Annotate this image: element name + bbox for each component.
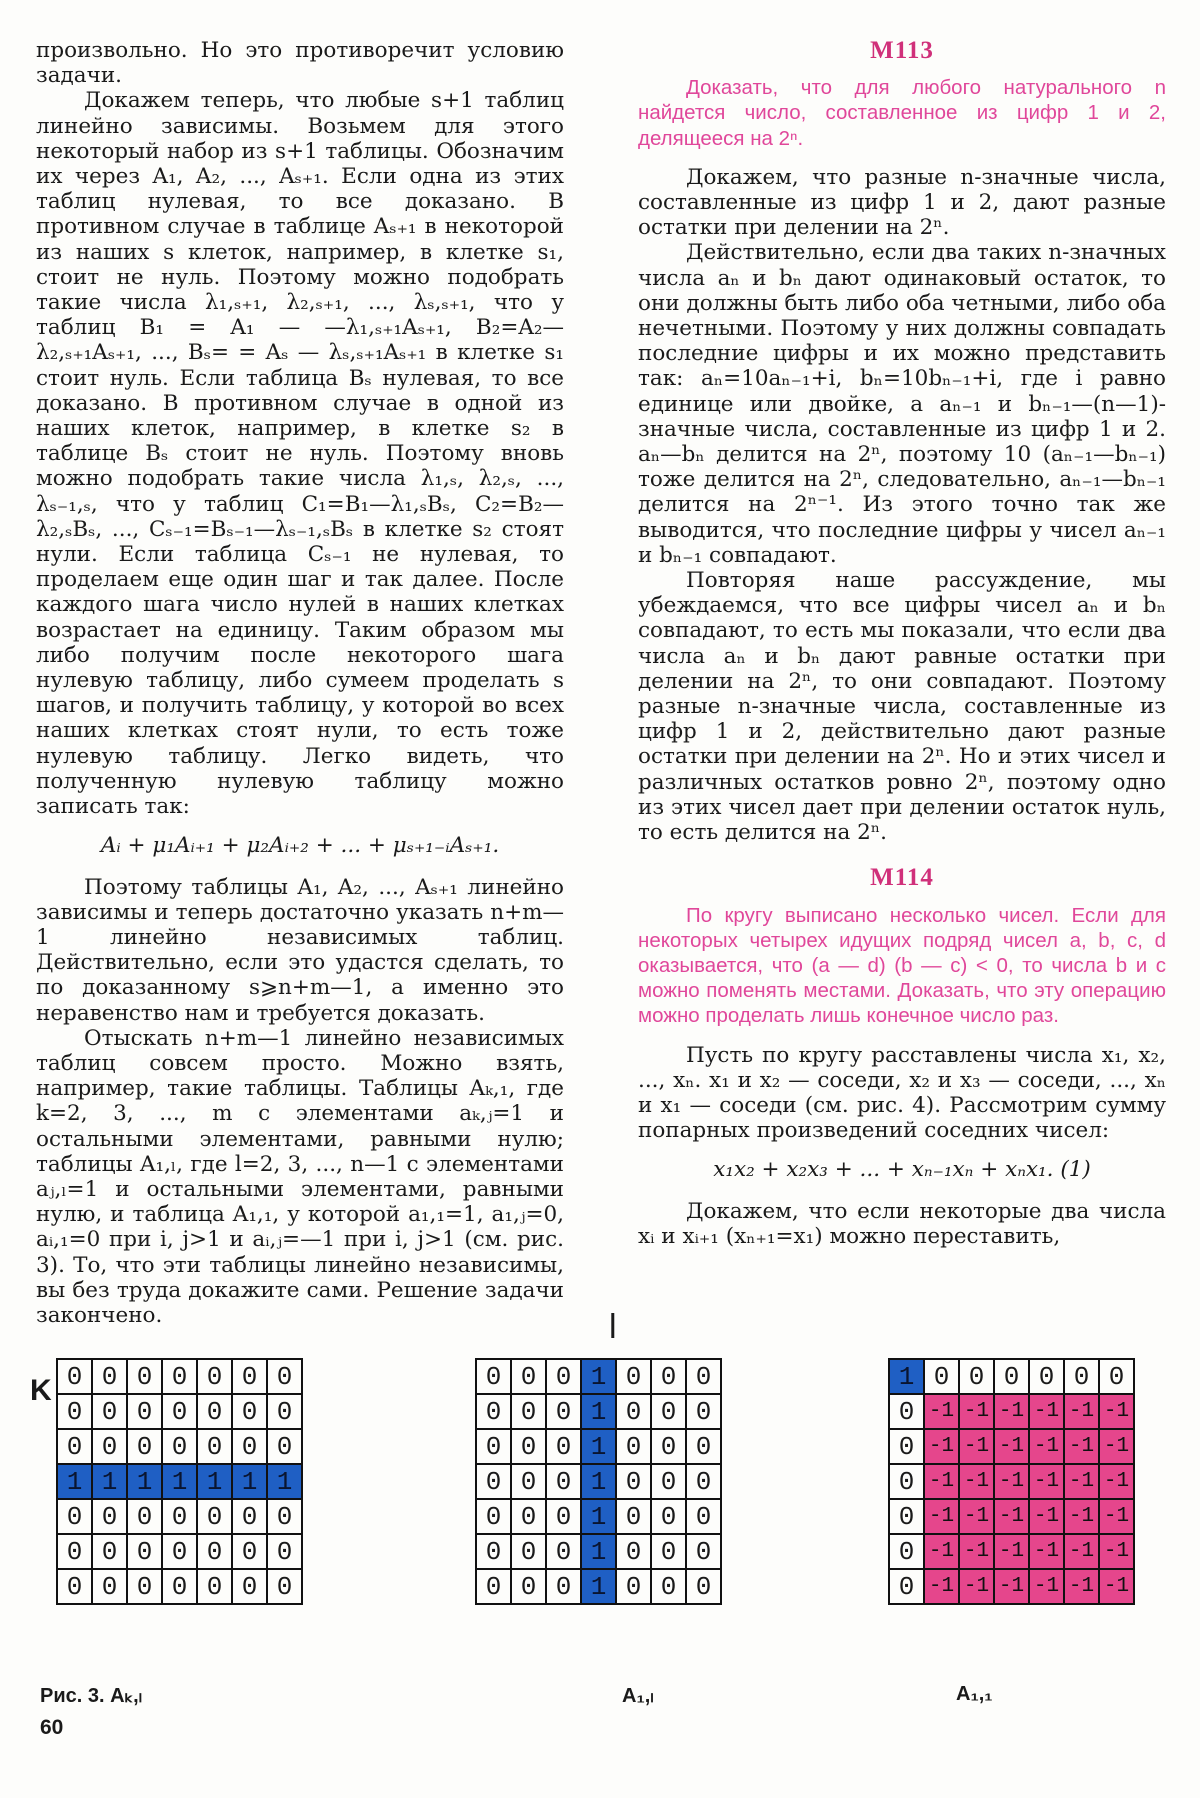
grid-cell: 0 <box>686 1394 721 1429</box>
grid-table <box>888 1358 1135 1605</box>
paragraph: произвольно. Но это противоречит условию задачи. <box>36 38 564 89</box>
paragraph: Отыскать n+m—1 линейно независимых таблиц совсем просто. Можно взять, например, такие таблицы. Таблицы Aₖ,₁, где k=2, 3, ..., m с элементами aₖ,ⱼ=1 и остальными элементами, равными нулю; таблицы A₁,ₗ, где l=2, 3, ..., n—1 с элементами aⱼ,ₗ=1 и остальными элементами, равными нулю, и таблица A₁,₁, у которой a₁,₁=1, a₁,ⱼ=0, aᵢ,₁=0 при i, j>1 и aᵢ,ⱼ=—1 при i, j>1 (см. рис. 3). То, что эти таблицы линейно независимы, вы без труда докажите сами. Решение задачи закончено. <box>36 1025 564 1328</box>
col-label-l: l <box>609 1308 617 1346</box>
grid-row <box>889 1359 1134 1394</box>
grid-cell: 0 <box>889 1569 924 1604</box>
grid-cell: 0 <box>1029 1359 1064 1394</box>
paragraph: Повторяя наше рассуждение, мы убеждаемся, что все цифры чисел aₙ и bₙ совпадают, то есть мы показали, что если два числа aₙ и bₙ дают равные остатки при делении на 2ⁿ, то они совпадают. Поэтому разные n-значные числа, составленные из цифр 1 и 2, действительно дают разные остатки при делении на 2ⁿ. Но и этих чисел и различных остатков ровно 2ⁿ, поэтому одно из этих чисел дает при делении остаток нуль, то есть делится на 2ⁿ. <box>638 568 1166 846</box>
grid-cell: 0 <box>546 1499 581 1534</box>
grid-cell: 0 <box>267 1429 302 1464</box>
grid-cell: -1 <box>1099 1499 1134 1534</box>
grid-cell: 0 <box>92 1534 127 1569</box>
grid-cell: -1 <box>924 1569 959 1604</box>
problem-title-m113: М113 <box>870 37 934 64</box>
paragraph: Поэтому таблицы A₁, A₂, ..., Aₛ₊₁ линейно зависимы и теперь достаточно указать n+m—1 линейно независимых таблиц. Действительно, если это удастся сделать, то по доказанному s⩾n+m—1, а именно это неравенство нам и требуется доказать. <box>36 874 564 1026</box>
grid-cell: 0 <box>92 1394 127 1429</box>
grid-cell: 0 <box>616 1429 651 1464</box>
grid-cell: -1 <box>994 1569 1029 1604</box>
grid-cell: 1 <box>232 1464 267 1499</box>
grid-cell: -1 <box>994 1499 1029 1534</box>
grid-cell: 1 <box>581 1394 616 1429</box>
grid-row <box>476 1429 721 1464</box>
grid-cell: 1 <box>581 1534 616 1569</box>
grid-cell: 0 <box>511 1359 546 1394</box>
paragraph: Докажем, что разные n-значные числа, составленные из цифр 1 и 2, дают разные остатки при делении на 2ⁿ. <box>638 164 1166 241</box>
grid-cell: 0 <box>232 1359 267 1394</box>
grid-cell: 0 <box>686 1534 721 1569</box>
grid-cell: 0 <box>162 1429 197 1464</box>
grid-cell: -1 <box>959 1429 994 1464</box>
grid-cell: 0 <box>686 1569 721 1604</box>
figure-caption: A₁,₁ <box>956 1683 993 1705</box>
grid-cell: -1 <box>1099 1394 1134 1429</box>
grid-cell: -1 <box>1029 1429 1064 1464</box>
grid-cell: 0 <box>232 1534 267 1569</box>
paragraph: Действительно, если два таких n-значных числа aₙ и bₙ дают одинаковый остаток, то они должны быть либо оба четными, либо оба нечетными. Поэтому у них должны совпадать последние цифры и их можно представить так: aₙ=10aₙ₋₁+i, bₙ=10bₙ₋₁+i, где i равно единице или двойке, а aₙ₋₁ и bₙ₋₁—(n—1)-значные числа, составленные из цифр 1 и 2. aₙ—bₙ делится на 2ⁿ, поэтому 10 (aₙ₋₁—bₙ₋₁) тоже делится на 2ⁿ, следовательно, aₙ₋₁—bₙ₋₁ делится на 2ⁿ⁻¹. Из этого точно так же выводится, что последние цифры у чисел aₙ₋₁ и bₙ₋₁ совпадают. <box>638 240 1166 568</box>
left-column <box>36 38 564 1328</box>
grid-cell: -1 <box>1099 1534 1134 1569</box>
grid-cell: 0 <box>511 1394 546 1429</box>
grid-cell: 0 <box>197 1569 232 1604</box>
grid-cell: 0 <box>686 1429 721 1464</box>
grid-cell: -1 <box>1064 1569 1099 1604</box>
grid-row <box>57 1394 302 1429</box>
grid-cell: -1 <box>924 1394 959 1429</box>
grid-row <box>57 1499 302 1534</box>
grid-cell: 0 <box>651 1569 686 1604</box>
grid-cell: 0 <box>616 1499 651 1534</box>
grid-cell: 0 <box>127 1429 162 1464</box>
grid-cell: -1 <box>959 1534 994 1569</box>
grid-cell: 0 <box>267 1359 302 1394</box>
figure-a1-l <box>475 1358 722 1605</box>
grid-cell: 0 <box>267 1499 302 1534</box>
grid-cell: 0 <box>924 1359 959 1394</box>
grid-cell: 0 <box>92 1499 127 1534</box>
grid-cell: -1 <box>994 1464 1029 1499</box>
grid-row <box>889 1499 1134 1534</box>
figure-a1-1 <box>888 1358 1135 1605</box>
right-column <box>638 38 1166 1249</box>
grid-cell: 0 <box>232 1569 267 1604</box>
grid-cell: 0 <box>889 1464 924 1499</box>
formula: Aᵢ + μ₁Aᵢ₊₁ + μ₂Aᵢ₊₂ + ... + μₛ₊₁₋ᵢAₛ₊₁. <box>100 833 500 859</box>
grid-cell: -1 <box>924 1429 959 1464</box>
grid-cell: -1 <box>959 1464 994 1499</box>
grid-cell: 0 <box>616 1534 651 1569</box>
grid-cell: 0 <box>232 1499 267 1534</box>
grid-cell: 0 <box>197 1394 232 1429</box>
grid-cell: 0 <box>651 1359 686 1394</box>
grid-cell: 0 <box>267 1394 302 1429</box>
grid-cell: 0 <box>197 1429 232 1464</box>
grid-cell: 0 <box>476 1429 511 1464</box>
grid-cell: 0 <box>197 1499 232 1534</box>
grid-cell: 0 <box>686 1464 721 1499</box>
grid-cell: -1 <box>1064 1534 1099 1569</box>
grid-cell: 1 <box>581 1499 616 1534</box>
grid-row <box>57 1534 302 1569</box>
grid-cell: 0 <box>127 1499 162 1534</box>
grid-row <box>889 1394 1134 1429</box>
grid-cell: 0 <box>476 1534 511 1569</box>
grid-cell: 0 <box>57 1499 92 1534</box>
grid-table <box>56 1358 303 1605</box>
grid-cell: 0 <box>232 1394 267 1429</box>
grid-cell: 1 <box>581 1359 616 1394</box>
grid-cell: -1 <box>959 1394 994 1429</box>
grid-cell: 0 <box>994 1359 1029 1394</box>
grid-cell: 0 <box>546 1359 581 1394</box>
grid-cell: 0 <box>546 1569 581 1604</box>
grid-cell: -1 <box>1064 1429 1099 1464</box>
grid-cell: 0 <box>162 1534 197 1569</box>
grid-cell: 0 <box>511 1569 546 1604</box>
row-label-k: K <box>30 1374 52 1407</box>
grid-cell: 0 <box>546 1429 581 1464</box>
grid-cell: 0 <box>92 1429 127 1464</box>
grid-cell: 1 <box>581 1464 616 1499</box>
grid-cell: 0 <box>511 1534 546 1569</box>
grid-cell: 1 <box>57 1464 92 1499</box>
grid-cell: 0 <box>476 1464 511 1499</box>
grid-cell: 1 <box>581 1429 616 1464</box>
grid-cell: 0 <box>651 1464 686 1499</box>
grid-cell: 0 <box>1099 1359 1134 1394</box>
grid-cell: 0 <box>686 1359 721 1394</box>
grid-cell: -1 <box>1064 1464 1099 1499</box>
grid-cell: -1 <box>924 1464 959 1499</box>
grid-cell: 0 <box>57 1359 92 1394</box>
grid-cell: 1 <box>162 1464 197 1499</box>
grid-cell: 1 <box>92 1464 127 1499</box>
grid-cell: 0 <box>57 1534 92 1569</box>
problem-statement-m114: По кругу выписано несколько чисел. Если для некоторых четырех идущих подряд чисел a, b, c, d оказывается, что (a — d) (b — c) < 0, то числа b и c можно поменять местами. Доказать, что эту операцию можно проделать лишь конечное число раз. <box>638 903 1166 1028</box>
grid-cell: -1 <box>1029 1394 1064 1429</box>
grid-cell: 0 <box>546 1534 581 1569</box>
paragraph: Докажем, что если некоторые два числа xᵢ и xᵢ₊₁ (xₙ₊₁=x₁) можно переставить, <box>638 1198 1166 1249</box>
grid-cell: 0 <box>889 1534 924 1569</box>
grid-cell: -1 <box>1029 1464 1064 1499</box>
grid-cell: 0 <box>889 1394 924 1429</box>
grid-cell: 0 <box>511 1464 546 1499</box>
grid-cell: -1 <box>994 1429 1029 1464</box>
grid-cell: 0 <box>651 1534 686 1569</box>
grid-cell: 1 <box>197 1464 232 1499</box>
grid-cell: 0 <box>1064 1359 1099 1394</box>
figure-caption: A₁,ₗ <box>622 1685 654 1707</box>
grid-cell: 1 <box>127 1464 162 1499</box>
grid-cell: 0 <box>959 1359 994 1394</box>
grid-cell: -1 <box>994 1534 1029 1569</box>
grid-cell: 0 <box>511 1499 546 1534</box>
formula: x₁x₂ + x₂x₃ + ... + xₙ₋₁xₙ + xₙx₁. (1) <box>713 1157 1091 1183</box>
grid-cell: 0 <box>546 1464 581 1499</box>
grid-cell: 0 <box>162 1499 197 1534</box>
grid-row <box>889 1464 1134 1499</box>
grid-row <box>57 1429 302 1464</box>
grid-cell: -1 <box>1029 1499 1064 1534</box>
grid-cell: -1 <box>1029 1569 1064 1604</box>
grid-cell: 0 <box>651 1499 686 1534</box>
grid-cell: -1 <box>959 1499 994 1534</box>
problem-statement-m113: Доказать, что для любого натурального n найдется число, составленное из цифр 1 и 2, делящееся на 2ⁿ. <box>638 76 1166 150</box>
grid-cell: 0 <box>127 1359 162 1394</box>
grid-cell: 1 <box>889 1359 924 1394</box>
grid-cell: 0 <box>889 1499 924 1534</box>
grid-cell: 0 <box>267 1534 302 1569</box>
grid-row <box>476 1569 721 1604</box>
grid-cell: 0 <box>197 1359 232 1394</box>
figure-ak-l <box>56 1358 303 1605</box>
grid-cell: 0 <box>651 1394 686 1429</box>
figure-caption: Рис. 3. Aₖ,ₗ <box>40 1685 142 1707</box>
grid-cell: 0 <box>57 1569 92 1604</box>
grid-cell: 0 <box>511 1429 546 1464</box>
grid-cell: 0 <box>651 1429 686 1464</box>
grid-cell: -1 <box>1099 1464 1134 1499</box>
grid-row <box>476 1394 721 1429</box>
problem-title-m114: М114 <box>870 864 934 892</box>
grid-row <box>57 1569 302 1604</box>
grid-row <box>57 1359 302 1394</box>
grid-cell: 0 <box>162 1394 197 1429</box>
grid-cell: 1 <box>267 1464 302 1499</box>
grid-cell: 0 <box>476 1499 511 1534</box>
grid-cell: 0 <box>616 1359 651 1394</box>
grid-row <box>476 1499 721 1534</box>
grid-cell: -1 <box>1064 1499 1099 1534</box>
grid-cell: 0 <box>57 1429 92 1464</box>
grid-row <box>889 1569 1134 1604</box>
grid-row <box>889 1429 1134 1464</box>
grid-cell: 0 <box>616 1464 651 1499</box>
grid-cell: 1 <box>581 1569 616 1604</box>
grid-cell: 0 <box>267 1569 302 1604</box>
grid-cell: 0 <box>57 1394 92 1429</box>
grid-cell: 0 <box>127 1569 162 1604</box>
grid-cell: -1 <box>924 1534 959 1569</box>
grid-cell: 0 <box>197 1534 232 1569</box>
grid-cell: 0 <box>127 1534 162 1569</box>
grid-cell: 0 <box>476 1359 511 1394</box>
grid-cell: 0 <box>162 1359 197 1394</box>
grid-cell: -1 <box>924 1499 959 1534</box>
grid-cell: -1 <box>1099 1429 1134 1464</box>
grid-cell: 0 <box>162 1569 197 1604</box>
grid-cell: 0 <box>92 1359 127 1394</box>
grid-table <box>475 1358 722 1605</box>
grid-cell: 0 <box>889 1429 924 1464</box>
grid-cell: -1 <box>1099 1569 1134 1604</box>
paragraph: Пусть по кругу расставлены числа x₁, x₂, ..., xₙ. x₁ и x₂ — соседи, x₂ и x₃ — соседи, ..., xₙ и x₁ — соседи (см. рис. 4). Рассмотрим сумму попарных произведений соседних чисел: <box>638 1042 1166 1144</box>
grid-cell: 0 <box>686 1499 721 1534</box>
paragraph: Докажем теперь, что любые s+1 таблиц линейно зависимы. Возьмем для этого некоторый набор из s+1 таблицы. Обозначим их через A₁, A₂, ..., Aₛ₊₁. Если одна из этих таблиц нулевая, то все доказано. В противном случае в таблице Aₛ₊₁ в некоторой из наших s клеток, например, в клетке s₁, стоит не нуль. Поэтому можно подобрать такие числа λ₁,ₛ₊₁, λ₂,ₛ₊₁, ..., λₛ,ₛ₊₁, что у таблиц B₁ = A₁ — —λ₁,ₛ₊₁Aₛ₊₁, B₂=A₂—λ₂,ₛ₊₁Aₛ₊₁, ..., Bₛ= = Aₛ — λₛ,ₛ₊₁Aₛ₊₁ в клетке s₁ стоит нуль. Если таблица Bₛ нулевая, то все доказано. В противном случае в одной из наших клеток, например, в клетке s₂ в таблице Bₛ стоит не нуль. Поэтому вновь можно подобрать такие числа λ₁,ₛ, λ₂,ₛ, ..., λₛ₋₁,ₛ, что у таблиц C₁=B₁—λ₁,ₛBₛ, C₂=B₂—λ₂,ₛBₛ, ..., Cₛ₋₁=Bₛ₋₁—λₛ₋₁,ₛBₛ в клетке s₂ стоят нули. Если таблица Cₛ₋₁ не нулевая, то проделаем еще один шаг и так далее. После каждого шага число нулей в наших клетках возрастает на единицу. Таким образом мы либо получим после некоторого шага нулевую таблицу, либо сумеем проделать s шагов, и получить таблицу, у которой во всех наших клетках стоят нули, то есть тоже нулевую таблицу. Легко видеть, что полученную нулевую таблицу можно записать так: <box>36 88 564 820</box>
grid-row <box>476 1359 721 1394</box>
grid-row <box>57 1464 302 1499</box>
grid-cell: 0 <box>127 1394 162 1429</box>
grid-cell: 0 <box>476 1394 511 1429</box>
grid-cell: -1 <box>959 1569 994 1604</box>
grid-cell: -1 <box>994 1394 1029 1429</box>
grid-cell: 0 <box>616 1394 651 1429</box>
grid-cell: 0 <box>616 1569 651 1604</box>
grid-cell: 0 <box>476 1569 511 1604</box>
grid-cell: -1 <box>1064 1394 1099 1429</box>
grid-cell: 0 <box>92 1569 127 1604</box>
grid-cell: 0 <box>232 1429 267 1464</box>
grid-row <box>476 1534 721 1569</box>
grid-cell: 0 <box>546 1394 581 1429</box>
page-number: 60 <box>40 1716 64 1739</box>
grid-row <box>476 1464 721 1499</box>
grid-row <box>889 1534 1134 1569</box>
grid-cell: -1 <box>1029 1534 1064 1569</box>
